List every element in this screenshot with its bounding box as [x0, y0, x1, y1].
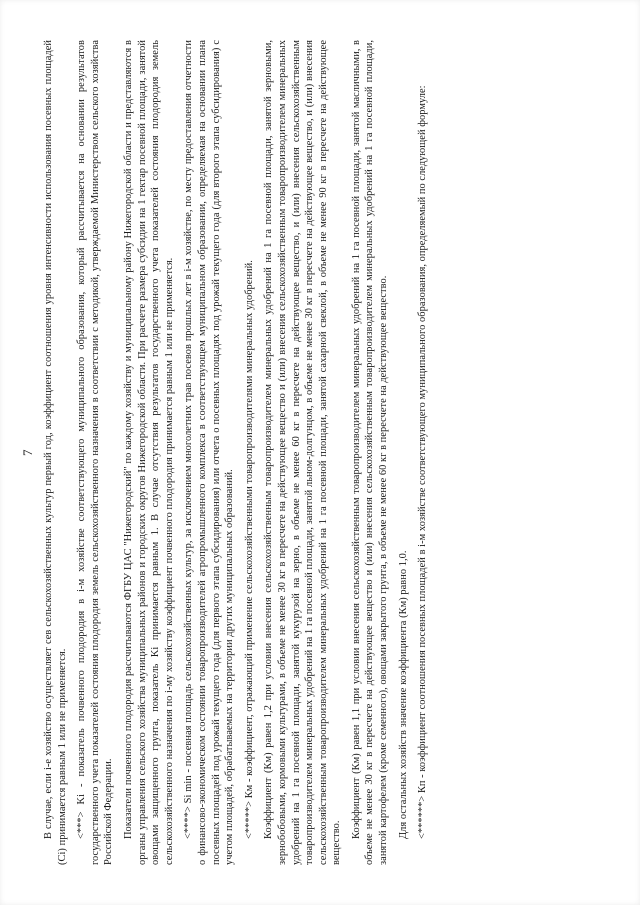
- paragraph-km-1-1: Коэффициент (Км) равен 1,1 при условии внесения сельскохозяйственным товаропроизводителем минеральных удобрений на 1 га посевной площади, занятой масличными, в объеме не менее 30 кг в пересчете на действующее вещество и (или) внесения сельскохозяйственным товаропроизводителем минеральных удобрений на 1 га посевной площади, занятой картофелем (кроме семенного), овощами закрытого грунта, в объеме не менее 60 кг в пересчете на действующее вещество.: [350, 40, 390, 865]
- paragraph-km-1-0: Для остальных хозяйств значение коэффициента (Км) равно 1,0.: [397, 550, 409, 839]
- paragraph-km-definition: <*****> Км - коэффициент, отражающий применение сельскохозяйственными товаропроизводителями минеральных удобрений.: [243, 260, 255, 839]
- paragraph-si-min-definition: <****> Si min - посевная площадь сельскохозяйственных культур, за исключением многолетних трав посевов прошлых лет в i-м хозяйстве, по месту предоставления отчетности о финансово-экономическом состоянии товаропроизводителей агропромышленного комплекса в соответствующем муниципальном образовании, определяемая на основании плана посевных площадей под урожай текущего года (для первого этапа субсидирования) или отчета о посевных площадях под урожай текущего года (для второго этапа субсидирования) с учетом площадей, обрабатываемых на территории других муниципальных образований.: [183, 40, 236, 865]
- paragraph-km-1-2: Коэффициент (Км) равен 1,2 при условии внесения сельскохозяйственным товаропроизводителем минеральных удобрений на 1 га посевной площади, занятой зерновыми, зернобобовыми, кормовыми культурами, в объеме не менее 30 кг в пересчете на действующее вещество и (или) внесения сельскохозяйственным товаропроизводителем минеральных удобрений на 1 га посевной площади, занятой кукурузой на зерно, в объеме не менее 60 кг в пересчете на действующее вещество, и (или) внесения сельскохозяйственным товаропроизводителем минеральных удобрений на 1 га посевной площади, занятой льном-долгунцом, в объеме не менее 30 кг в пересчете на действующее вещество, и (или) внесения сельскохозяйственным товаропроизводителем минеральных удобрений на 1 га посевной площади, занятой сахарной свеклой, в объеме не менее 90 кг в пересчете на действующее вещество.: [263, 40, 343, 865]
- paragraph-kp-definition: <******> Кп - коэффициент соотношения посевных площадей в i-м хозяйстве соответствующего муниципального образования, определяемый по следующей формуле:: [417, 85, 429, 839]
- page-number: 7: [20, 449, 35, 456]
- paragraph-first-year-sowing: В случае, если i-е хозяйство осуществляет сев сельскохозяйственных культур первый год, коэффициент соотношения уровня интенсивности использования посевных площадей (Ci) принимается равным 1 или не применяется.: [43, 40, 68, 865]
- paragraph-soil-fertility-indicators: Показатели почвенного плодородия рассчитываются ФГБУ ЦАС "Нижегородский" по каждому хозяйству и муниципальному району Нижегородской области и представляются в органы управления сельского хозяйства муниципальных районов и городских округов Нижегородской области. При расчете размера субсидии на 1 гектар посевной площади, занятой овощами защищенного грунта, показатель Ki принимается равным 1. В случае отсутствия результатов государственного учета показателей состояния плодородия земель сельскохозяйственного назначения по i-му хозяйству коэффициент почвенного плодородия принимается равным 1 или не применяется.: [122, 40, 175, 865]
- paragraph-ki-definition: <***> Ki - показатель почвенного плодородия в i-м хозяйстве соответствующего муниципального образования, который рассчитывается на основании результатов государственного учета показателей состояния плодородия земель сельскохозяйственного назначения в соответствии с методикой, утверждаемой Министерством сельского хозяйства Российской Федерации.: [76, 40, 115, 865]
